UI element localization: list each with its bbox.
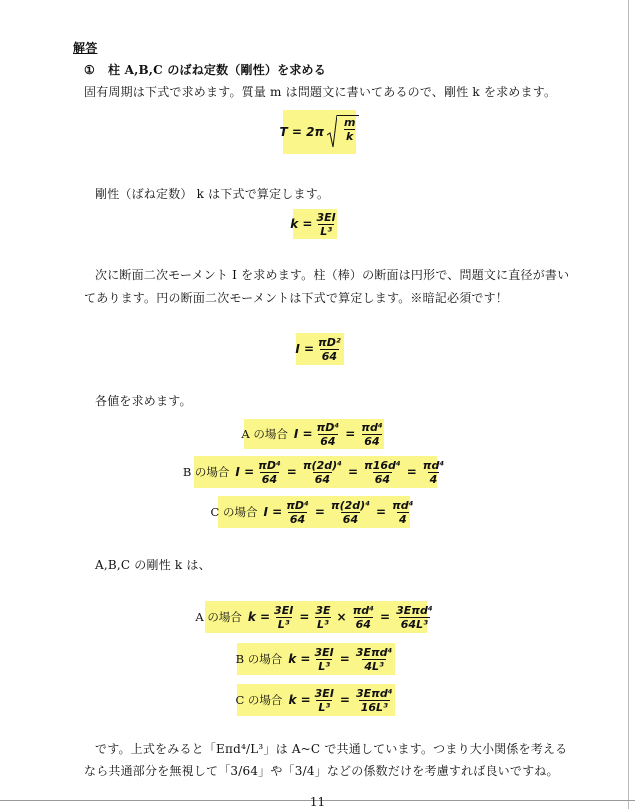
equation-stiffness bbox=[290, 209, 337, 239]
case-c-label: C の場合 bbox=[210, 505, 258, 519]
equation-case-a-moment: A の場合 I = $\frac{\text{πD⁴}}{64}$ = $\frac{\text{πd⁴}}{64}$ bbox=[241, 420, 383, 448]
frac-den: 64L³ bbox=[400, 617, 428, 631]
paragraph-period: 固有周期は下式で求めます。質量 m は問題文に書いてあるので、剛性 k を求めます。 bbox=[84, 85, 557, 99]
equation-case-c-moment: C の場合 I = $\frac{\text{πD⁴}}{64}$ = $\frac{\text{π(2d)⁴}}{64}$ = $\frac{\text{πd⁴}}{4}$ bbox=[218, 496, 410, 528]
eq-lhs: k = bbox=[288, 693, 311, 707]
frac-num: 3EI bbox=[314, 645, 334, 659]
section-number: ① bbox=[84, 63, 95, 77]
eq-period-num: m bbox=[343, 116, 356, 129]
page-number: 11 bbox=[309, 795, 326, 809]
frac-num: 3E bbox=[315, 603, 331, 617]
frac-num: 3Eπd⁴ bbox=[396, 603, 433, 617]
frac-num: π(2d)⁴ bbox=[302, 458, 342, 472]
case-b-label: B の場合 bbox=[182, 465, 230, 479]
frac-num: πd⁴ bbox=[352, 603, 375, 617]
paragraph-stiffness: 剛性（ばね定数） k は下式で算定します。 bbox=[95, 187, 330, 201]
frac-num: π16d⁴ bbox=[364, 458, 401, 472]
equation-case-b-stiffness: B の場合 k = $\frac{3EI}{\text{L³}}$ = $\frac{\text{3Eπd⁴}}{\text{4L³}}$ bbox=[237, 643, 395, 675]
case-b-label: B の場合 bbox=[235, 652, 283, 666]
frac-den: 64 bbox=[342, 512, 359, 526]
eq-moment-lhs: I = bbox=[295, 342, 315, 356]
eq-period-den: k bbox=[346, 130, 354, 143]
case-c-label: C の場合 bbox=[235, 693, 283, 707]
frac-num: πd⁴ bbox=[392, 498, 414, 512]
frac-den: L³ bbox=[317, 617, 329, 631]
frac-den: 4L³ bbox=[364, 659, 384, 673]
eq-lhs: I = bbox=[263, 505, 283, 519]
equation-case-b-moment: B の場合 I = $\frac{\text{πD⁴}}{64}$ = $\frac{\text{π(2d)⁴}}{64}$ = $\frac{\text{π16d⁴}}{64}$ = $\frac{\text{πd⁴}}{4}$ bbox=[194, 456, 437, 488]
paragraph-moment-1: 次に断面二次モーメント I を求めます。柱（棒）の断面は円形で、問題文に直径が書い bbox=[95, 268, 570, 282]
frac-den: 64 bbox=[374, 472, 391, 486]
frac-num: 3Eπd⁴ bbox=[355, 645, 393, 659]
frac-num: 3Eπd⁴ bbox=[355, 686, 393, 700]
equation-moment bbox=[296, 333, 344, 365]
frac-num: π(2d)⁴ bbox=[330, 498, 371, 512]
frac-den: 16L³ bbox=[360, 700, 388, 714]
eq-moment-den: 64 bbox=[321, 349, 338, 363]
frac-den: L³ bbox=[277, 617, 290, 631]
eq-lhs: I = bbox=[293, 427, 313, 441]
paragraph-moment-2: てあります。円の断面二次モーメントは下式で算定します。※暗記必須です！ bbox=[84, 291, 509, 305]
frac-den: 64 bbox=[261, 472, 278, 486]
eq-stiffness-lhs: k = bbox=[290, 217, 313, 231]
frac-den: 64 bbox=[314, 472, 331, 486]
eq-stiffness-num: 3EI bbox=[316, 210, 336, 224]
sqrt-symbol bbox=[327, 115, 359, 149]
frac-den: L³ bbox=[318, 700, 331, 714]
frac-num: πd⁴ bbox=[422, 458, 445, 472]
case-a-label: A の場合 bbox=[241, 427, 288, 441]
frac-den: 64 bbox=[355, 617, 371, 631]
paragraph-stiffness-abc: A,B,C の剛性 k は、 bbox=[95, 558, 211, 572]
frac-den: 64 bbox=[289, 512, 306, 526]
frac-num: πD⁴ bbox=[286, 498, 309, 512]
section-heading: 柱 A,B,C のばね定数（剛性）を求める bbox=[108, 63, 326, 77]
frac-num: πD⁴ bbox=[316, 420, 340, 434]
eq-lhs: k = bbox=[288, 652, 311, 666]
frac-den: 64 bbox=[320, 434, 336, 448]
eq-lhs: k = bbox=[247, 610, 271, 624]
equation-case-c-stiffness: C の場合 k = $\frac{3EI}{\text{L³}}$ = $\frac{\text{3Eπd⁴}}{\text{16L³}}$ bbox=[237, 684, 395, 716]
frac-den: 4 bbox=[398, 512, 407, 526]
frac-num: πD⁴ bbox=[258, 458, 281, 472]
eq-lhs: I = bbox=[235, 465, 255, 479]
frac-den: 64 bbox=[364, 434, 380, 448]
answer-heading: 解答 bbox=[73, 41, 98, 55]
page-edge bbox=[628, 0, 629, 809]
frac-num: 3EI bbox=[314, 686, 334, 700]
case-a-label: A の場合 bbox=[195, 610, 242, 624]
paragraph-conclusion-2: なら共通部分を無視して「3/64」や「3/4」などの係数だけを考慮すれば良いですね。 bbox=[84, 764, 559, 778]
eq-moment-num: πD² bbox=[318, 335, 341, 349]
frac-den: 4 bbox=[429, 472, 438, 486]
eq-period-lhs: T = 2π bbox=[279, 125, 324, 139]
equation-period bbox=[279, 110, 356, 154]
paragraph-conclusion-1: です。上式をみると「Eπd⁴/L³」は A~C で共通しています。つまり大小関係を考える bbox=[95, 742, 568, 756]
paragraph-values: 各値を求めます。 bbox=[95, 394, 192, 408]
frac-den: L³ bbox=[318, 659, 331, 673]
eq-stiffness-den: L³ bbox=[320, 224, 333, 238]
frac-num: πd⁴ bbox=[361, 420, 383, 434]
equation-case-a-stiffness: A の場合 k = $\frac{3EI}{\text{L³}}$ = $\frac{3E}{\text{L³}}$ × $\frac{\text{πd⁴}}{64}$ = $\frac{\text{3Eπd⁴}}{\text{64L³}}$ bbox=[205, 601, 427, 633]
times-sign: × bbox=[336, 610, 347, 624]
frac-num: 3EI bbox=[274, 603, 294, 617]
